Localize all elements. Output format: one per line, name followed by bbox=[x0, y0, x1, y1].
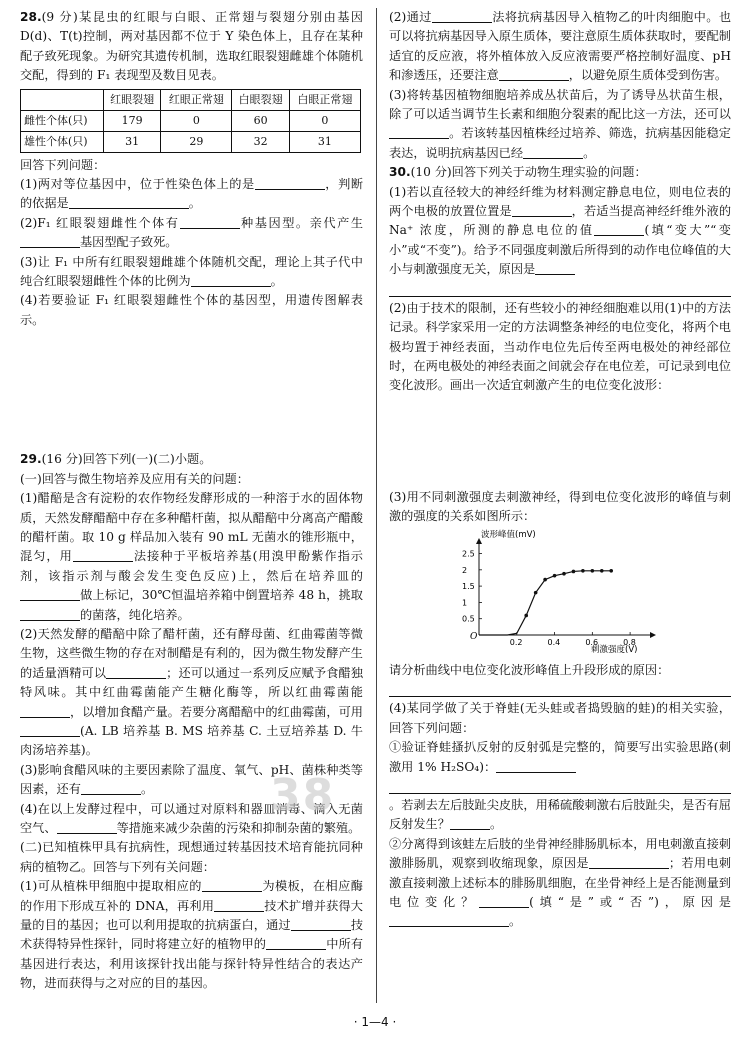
table-cell: 60 bbox=[232, 110, 289, 131]
q29-part2-heading: (二)已知植株甲具有抗病性，现想通过转基因技术培育能抗同种病的植物乙。回答与下列有关问题： bbox=[20, 840, 363, 874]
q30-intro: 30.(10 分)回答下列关于动物生理实验的问题： bbox=[389, 165, 647, 180]
q30-sub4: (4)某同学做了关于脊蛙(无头蛙或者捣毁脑的蛙)的相关实验，回答下列问题： bbox=[389, 701, 731, 735]
x-tick-label: 0.8 bbox=[623, 637, 636, 647]
watermark-logo: 38 bbox=[270, 770, 336, 821]
q28-sub2: (2)F₁ 红眼裂翅雌性个体有 种基因型。亲代产生基因型配子致死。 bbox=[20, 215, 364, 250]
x-tick-label: 0.4 bbox=[547, 637, 561, 647]
data-point bbox=[609, 569, 613, 573]
data-point bbox=[543, 577, 547, 581]
q29-q1: (1)可从植株甲细胞中提取相应的 为模板，在相应酶的作用下形成互补的 DNA，再利用 技术扩增并获得大量的目的基因；也可以利用提取的抗病蛋白，通过 技术获得特异性探针，同时将建立好的植物甲的 中所有基因进行表达，利用该探针找出能与探针特异性结合的表达产物，进而获得与之对应的目的基因。 bbox=[20, 879, 364, 991]
table-cell: 179 bbox=[104, 110, 161, 131]
answer-blank[interactable] bbox=[432, 8, 492, 23]
answer-line[interactable] bbox=[389, 680, 731, 697]
answer-blank[interactable] bbox=[594, 221, 644, 236]
answer-blank[interactable] bbox=[496, 758, 576, 773]
answer-blank[interactable] bbox=[73, 547, 133, 562]
peak-vs-stimulus-chart bbox=[449, 529, 659, 653]
q29-part1-heading: (一)回答与微生物培养及应用有关的问题： bbox=[20, 471, 249, 486]
answer-space bbox=[20, 330, 363, 450]
q30-sub3: (3)用不同刺激强度去刺激神经，得到电位变化波形的峰值与刺激的强度的关系如图所示： bbox=[389, 489, 731, 524]
answer-blank[interactable] bbox=[20, 606, 80, 621]
data-point bbox=[591, 569, 595, 573]
answer-blank[interactable] bbox=[214, 897, 264, 912]
answer-blank[interactable] bbox=[20, 586, 80, 601]
answer-blank[interactable] bbox=[499, 66, 569, 81]
table-cell: 31 bbox=[104, 131, 161, 152]
page-number: · 1—4 · bbox=[353, 1015, 397, 1029]
answer-blank[interactable] bbox=[57, 819, 117, 834]
q29-number: 29. bbox=[20, 452, 42, 467]
answer-blank[interactable] bbox=[20, 703, 70, 718]
drawing-space bbox=[389, 396, 731, 488]
answer-blank[interactable] bbox=[191, 272, 271, 287]
q30-number: 30. bbox=[389, 165, 411, 180]
table-cell: 31 bbox=[289, 131, 360, 152]
data-point bbox=[572, 569, 576, 573]
answer-blank[interactable] bbox=[291, 916, 351, 931]
q30-sub4a: ①验证脊蛙搔扒反射的反射弧是完整的，简要写出实验思路(刺激用 1% H₂SO₄)： bbox=[389, 740, 731, 774]
answer-blank[interactable] bbox=[589, 854, 669, 869]
x-tick-label: 0.6 bbox=[585, 637, 599, 647]
y-axis-label: 波形峰值(mV) bbox=[481, 529, 536, 540]
data-point bbox=[600, 569, 604, 573]
table-row bbox=[21, 131, 361, 152]
q30-sub1: (1)若以直径较大的神经纤维为材料测定静息电位，则电位表的两个电极的放置位置是 ，若适当提高神经纤维外液的 Na⁺ 浓度，所测的静息电位的值 (填“变大”“变小”或“不变”)。给予不同强度刺激后所得到的动作电位峰值的大小与刺激强度无关，原因是 bbox=[389, 184, 732, 277]
answer-blank[interactable] bbox=[450, 815, 490, 830]
q30-sub3-question: 请分析曲线中电位变化波形峰值上升段形成的原因： bbox=[389, 662, 670, 677]
y-tick-label: 1.5 bbox=[462, 581, 475, 591]
answer-blank[interactable] bbox=[69, 194, 189, 209]
data-point bbox=[524, 613, 528, 617]
answer-blank[interactable] bbox=[266, 935, 326, 950]
y-tick-label: 1 bbox=[462, 597, 468, 607]
table-cell: 0 bbox=[161, 110, 232, 131]
right-column bbox=[389, 8, 731, 932]
left-column bbox=[20, 8, 363, 994]
answer-blank[interactable] bbox=[202, 877, 262, 892]
data-point bbox=[562, 571, 566, 575]
q29-p1: (1)醋醅是含有淀粉的农作物经发酵形成的一种溶于水的固体物质，天然发酵醋醅中存在多种醋杆菌，拟从醋醅中分离高产醋酸的醋杆菌。取 10 g 样品加入装有 90 mL 无菌水的锥形瓶中，混匀，用 法接种于平板培养基(用溴甲酚紫作指示剂，该指示剂与酸会发生变色反应)上，然后在培养皿的做上标记，30℃恒温培养箱中倒置培养 48 h，挑取的菌落，纯化培养。 bbox=[20, 491, 363, 622]
column-divider bbox=[376, 8, 377, 1003]
answer-line[interactable] bbox=[389, 777, 731, 794]
answer-blank[interactable] bbox=[20, 722, 80, 737]
answer-blank[interactable] bbox=[255, 175, 325, 190]
q28-intro: 28.(9 分)某昆虫的红眼与白眼、正常翅与裂翅分别由基因D(d)、T(t)控制，两对基因都不位于 Y 染色体上，且存在某种配子致死现象。为研究其遗传机制，选取红眼裂翅雌雄个体随机交配，得到的 F₁ 表现型及数目见表。 bbox=[20, 10, 363, 83]
y-tick-label: 2 bbox=[462, 565, 468, 575]
table-header-cell: 白眼正常翅 bbox=[289, 89, 360, 110]
table-row bbox=[21, 110, 361, 131]
table-cell: 雌性个体(只) bbox=[21, 110, 104, 131]
q29-q3: (3)将转基因植物细胞培养成丛状苗后，为了诱导丛状苗生根，除了可以适当调节生长素和细胞分裂素的配比这一方法，还可以。若该转基因植株经过培养、筛选，抗病基因能稳定表达，说明抗病基因已经 。 bbox=[389, 87, 731, 160]
answer-blank[interactable] bbox=[389, 124, 449, 139]
data-point bbox=[534, 590, 538, 594]
answer-blank[interactable] bbox=[512, 202, 572, 217]
data-point bbox=[553, 573, 557, 577]
q30-sub4a-cont: 。若剥去左后肢趾尖皮肤，用稀硫酸刺激右后肢趾尖，是否有屈反射发生？ 。 bbox=[389, 797, 731, 832]
y-tick-label: 2.5 bbox=[462, 549, 475, 559]
q28-sub1: (1)两对等位基因中，位于性染色体上的是 ，判断的依据是 。 bbox=[20, 177, 364, 211]
answer-blank[interactable] bbox=[180, 214, 240, 229]
table-cell: 0 bbox=[289, 110, 360, 131]
q29-p4: (4)在以上发酵过程中，可以通过对原料和器皿消毒、滴入无菌空气、 等措施来减少杂菌的污染和抑制杂菌的繁殖。 bbox=[20, 801, 363, 835]
answer-blank[interactable] bbox=[81, 780, 141, 795]
q29-q2: (2)通过 法将抗病基因导入植物乙的叶肉细胞中。也可以将抗病基因导入原生质体，要注意原生质体获取时，要配制适宜的反应液，将外植体放入反应液需要严格控制好温度、pH 和渗透压，还要注意 ，以避免原生质体受到伤害。 bbox=[389, 10, 732, 83]
q30-sub4b: ②分离得到该蛙左后肢的坐骨神经腓肠肌标本，用电刺激直接刺激腓肠肌，观察到收缩现象，原因是 ；若用电刺激直接刺激上述标本的腓肠肌细胞，在坐骨神经上是否能测量到电位变化？ (填“是”或“否”)，原因是。 bbox=[389, 836, 732, 929]
table-header-cell: 白眼裂翅 bbox=[232, 89, 289, 110]
table-header-cell: 红眼正常翅 bbox=[161, 89, 232, 110]
answer-blank[interactable] bbox=[389, 912, 509, 927]
x-axis-label: 刺激强度(V) bbox=[591, 644, 638, 653]
answer-blank[interactable] bbox=[535, 260, 575, 275]
origin-label: O bbox=[470, 631, 478, 642]
q29-intro: 29.(16 分)回答下列(一)(二)小题。 bbox=[20, 452, 212, 467]
q29-p2: (2)天然发酵的醋醅中除了醋杆菌，还有酵母菌、红曲霉菌等微生物，这些微生物的存在对制醋是有利的，因为微生物发酵产生的适量酒精可以 ；还可以通过一系列反应赋予食醋独特风味。其中红曲霉菌能产生糖化酶等，所以红曲霉菌能，以增加食醋产量。若要分离醋醅中的红曲霉菌，可用(A. LB 培养基 B. MS 培养基 C. 土豆培养基 D. 牛肉汤培养基)。 bbox=[20, 626, 364, 758]
table-cell: 32 bbox=[232, 131, 289, 152]
answer-blank[interactable] bbox=[523, 144, 583, 159]
q28-prompt: 回答下列问题： bbox=[20, 157, 106, 172]
q30-sub2: (2)由于技术的限制，还有些较小的神经细胞难以用(1)中的方法记录。科学家采用一定的方法调整条神经的电位变化，将两个电极均置于神经表面，当动作电位先后传至两电极处的神经部位时，在两电极处的神经表面之间就会存在电位差，可记录到电位变化波形。画出一次适宜刺激产生的电位变化波形： bbox=[389, 300, 731, 393]
q28-sub4: (4)若要验证 F₁ 红眼裂翅雌性个体的基因型，用遗传图解表示。 bbox=[20, 293, 363, 327]
y-tick-label: 0.5 bbox=[462, 614, 475, 624]
table-header-cell bbox=[21, 89, 104, 110]
table-header-cell: 红眼裂翅 bbox=[104, 89, 161, 110]
q28-sub3: (3)让 F₁ 中所有红眼裂翅雌雄个体随机交配，理论上其子代中纯合红眼裂翅雌性个体的比例为 。 bbox=[20, 254, 363, 289]
q28-table bbox=[20, 89, 361, 153]
answer-blank[interactable] bbox=[20, 233, 80, 248]
table-header-row bbox=[21, 89, 361, 110]
chart-container bbox=[449, 529, 731, 659]
table-cell: 雄性个体(只) bbox=[21, 131, 104, 152]
table-cell: 29 bbox=[161, 131, 232, 152]
q28-number: 28. bbox=[20, 10, 42, 24]
data-point bbox=[581, 569, 585, 573]
q29-p3: (3)影响食醋风味的主要因素除了温度、氧气、pH、菌株种类等因素，还有 。 bbox=[20, 762, 363, 797]
answer-blank[interactable] bbox=[479, 893, 529, 908]
x-tick-label: 0.2 bbox=[509, 637, 523, 647]
answer-blank[interactable] bbox=[106, 664, 166, 679]
answer-line[interactable] bbox=[389, 280, 731, 297]
